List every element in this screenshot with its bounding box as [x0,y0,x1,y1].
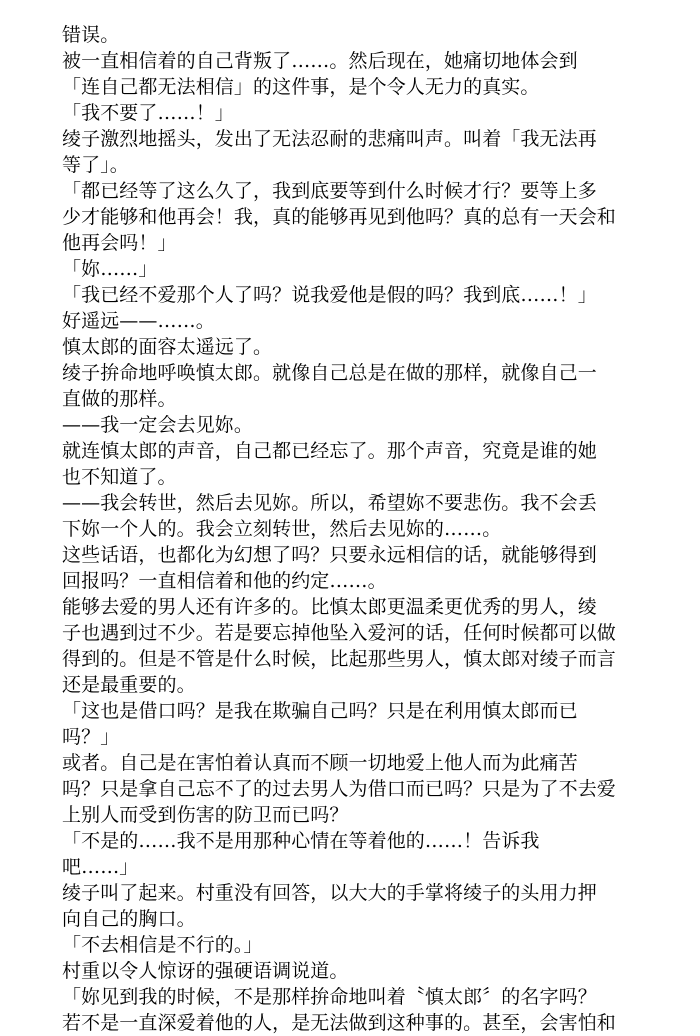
text-line: 得到的。但是不管是什么时候，比起那些男人，慎太郎对绫子而言 [62,648,616,670]
paragraph [62,282,652,308]
text-line: 「我已经不爱那个人了吗？说我爱他是假的吗？我到底……！」 [62,284,597,306]
text-line: 回报吗？一直相信着和他的约定……。 [62,570,387,592]
paragraph [62,984,652,1036]
text-line: 好遥远——……。 [62,310,215,332]
text-line: 他再会吗！」 [62,232,177,254]
paragraph [62,958,652,984]
paragraph [62,698,652,750]
text-line: 能够去爱的男人还有许多的。比慎太郎更温柔更优秀的男人，绫 [62,596,597,618]
paragraph [62,178,652,256]
text-line: 慎太郎的面容太遥远了。 [62,336,273,358]
text-line: 少才能够和他再会！我，真的能够再见到他吗？真的总有一天会和 [62,206,616,228]
paragraph [62,932,652,958]
paragraph [62,542,652,594]
text-line: 向自己的胸口。 [62,908,196,930]
paragraph [62,48,652,100]
text-line: 也不知道了。 [62,466,177,488]
paragraph [62,100,652,126]
paragraph [62,256,652,282]
text-line: 「妳见到我的时候，不是那样拚命地叫着〝慎太郎〞的名字吗？ [62,986,597,1008]
text-line: 若不是一直深爱着他的人，是无法做到这种事的。甚至，会害怕和 [62,1012,616,1034]
text-line: 还是最重要的。 [62,674,196,696]
document-page [62,22,652,1036]
text-line: ——我一定会去见妳。 [62,414,254,436]
paragraph [62,438,652,490]
text-line: 绫子拚命地呼唤慎太郎。就像自己总是在做的那样，就像自己一 [62,362,597,384]
text-line: 子也遇到过不少。若是要忘掉他坠入爱河的话，任何时候都可以做 [62,622,616,644]
text-line: 「都已经等了这么久了，我到底要等到什么时候才行？要等上多 [62,180,597,202]
paragraph [62,594,652,698]
paragraph [62,360,652,412]
text-line: 「妳……」 [62,258,158,280]
text-line: 吧……」 [62,856,139,878]
text-line: 绫子激烈地摇头，发出了无法忍耐的悲痛叫声。叫着「我无法再 [62,128,597,150]
text-line: 吗？只是拿自己忘不了的过去男人为借口而已吗？只是为了不去爱 [62,778,616,800]
paragraph [62,490,652,542]
paragraph [62,750,652,828]
paragraph [62,126,652,178]
paragraph [62,412,652,438]
text-line: 下妳一个人的。我会立刻转世，然后去见妳的……。 [62,518,502,540]
text-line: 直做的那样。 [62,388,177,410]
text-line: 「连自己都无法相信」的这件事，是个令人无力的真实。 [62,76,540,98]
paragraph [62,308,652,334]
text-line: 或者。自己是在害怕着认真而不顾一切地爱上他人而为此痛苦 [62,752,578,774]
paragraph [62,334,652,360]
text-line: 等了」。 [62,154,129,176]
text-line: 「这也是借口吗？是我在欺骗自己吗？只是在利用慎太郎而已 [62,700,578,722]
text-line: 上别人而受到伤害的防卫而已吗？ [62,804,349,826]
text-line: 这些话语，也都化为幻想了吗？只要永远相信的话，就能够得到 [62,544,597,566]
text-line: 「我不要了……！」 [62,102,234,124]
text-line: 被一直相信着的自己背叛了……。然后现在，她痛切地体会到 [62,50,578,72]
text-line: 就连慎太郎的声音，自己都已经忘了。那个声音，究竟是谁的她 [62,440,597,462]
text-line: 吗？」 [62,726,120,748]
text-line: 错误。 [62,24,120,46]
text-line: 「不去相信是不行的。」 [62,934,263,956]
text-line: 绫子叫了起来。村重没有回答，以大大的手掌将绫子的头用力押 [62,882,597,904]
paragraph [62,828,652,880]
paragraph [62,880,652,932]
text-line: ——我会转世，然后去见妳。所以，希望妳不要悲伤。我不会丢 [62,492,597,514]
text-line: 「不是的……我不是用那种心情在等着他的……！告诉我 [62,830,540,852]
paragraph [62,22,652,48]
text-line: 村重以令人惊讶的强硬语调说道。 [62,960,349,982]
